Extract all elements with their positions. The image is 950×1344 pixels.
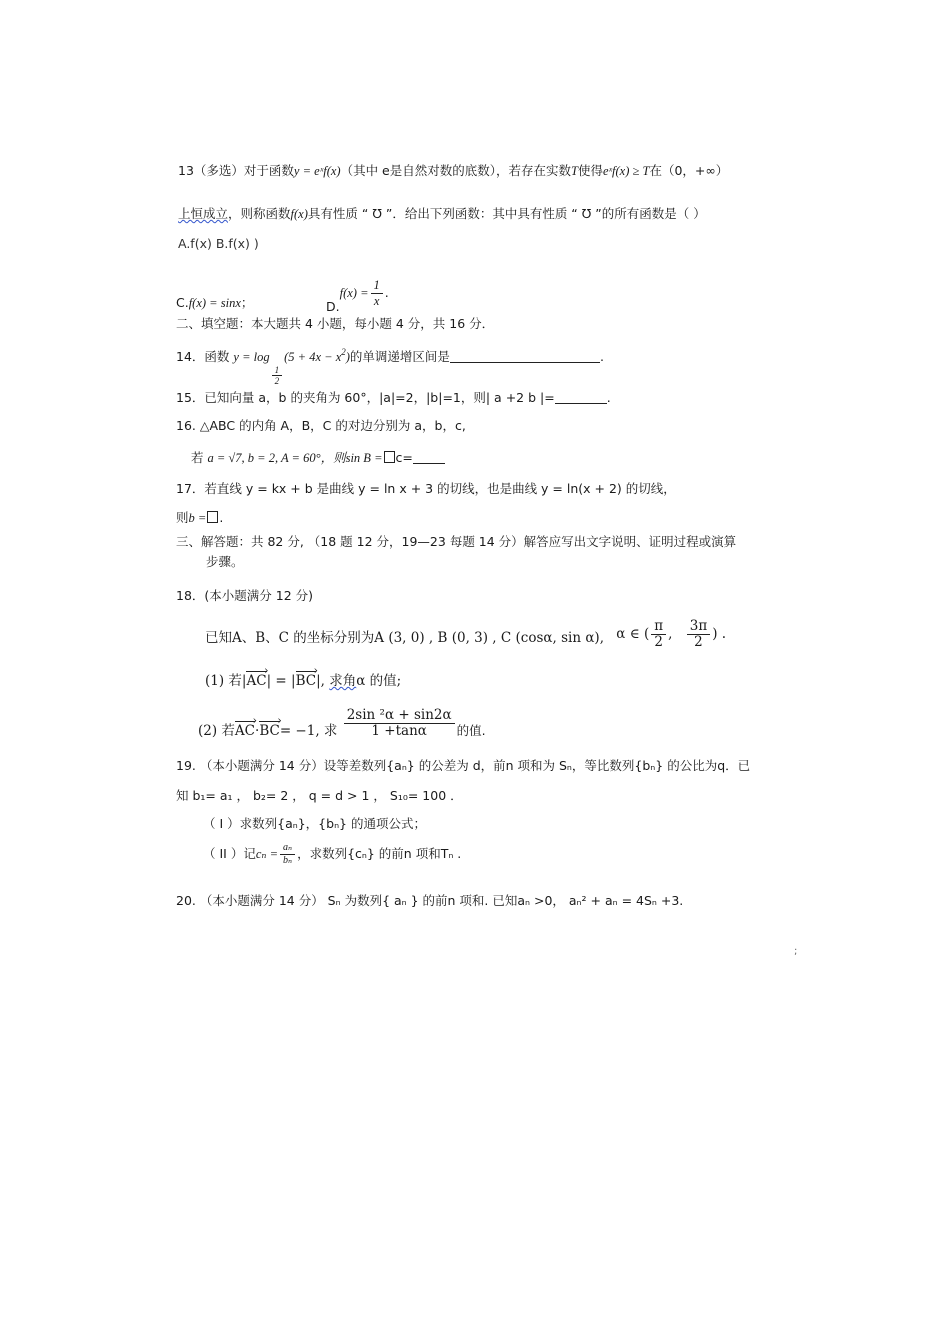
q17-end: . bbox=[219, 510, 224, 525]
q13-ineq: eˣf(x) ≥ T bbox=[602, 164, 650, 178]
q16-expr: a = √7, b = 2, A = 60°，则sin B = bbox=[207, 451, 383, 465]
option-d-fraction bbox=[371, 278, 383, 309]
q14-label: 14．函数 bbox=[176, 349, 230, 364]
q18-p2-fraction bbox=[344, 708, 455, 739]
q13-wavy-text: 上恒成立 bbox=[178, 206, 229, 221]
q19-p2-num: aₙ bbox=[280, 842, 295, 855]
option-c-label: C. bbox=[176, 295, 189, 310]
q14-base-den: 2 bbox=[274, 376, 280, 386]
q18-part1 bbox=[205, 673, 401, 689]
page-mark: ; bbox=[794, 946, 798, 957]
q14-close: ) bbox=[345, 350, 350, 364]
option-d-label: D. bbox=[326, 299, 340, 314]
q13-fx: f(x) bbox=[290, 207, 308, 221]
q17-placeholder-box[interactable] bbox=[207, 511, 218, 523]
q18-f2-num: 3π bbox=[687, 619, 710, 635]
section-2-heading: 二、填空题：本大题共 4 小题，每小题 4 分，共 16 分． bbox=[176, 316, 495, 331]
q18-f1-den: 2 bbox=[654, 634, 663, 650]
q19-p2-prefix: （ II ）记 bbox=[203, 846, 256, 861]
option-d-num: 1 bbox=[371, 278, 383, 294]
q18-alpha: α ∈ ( bbox=[616, 626, 650, 642]
q15-end: . bbox=[606, 390, 611, 405]
q13-T: T bbox=[570, 164, 578, 178]
q16-c: c= bbox=[395, 450, 413, 465]
q18-p2-den: 1 +tanα bbox=[371, 723, 427, 739]
q19-p2-den: bₙ bbox=[283, 855, 293, 866]
q18-f2-den: 2 bbox=[694, 634, 703, 650]
q14-base bbox=[272, 365, 283, 386]
q17-line2 bbox=[176, 510, 223, 526]
q15 bbox=[176, 390, 611, 406]
section-3-heading: 三、解答题：共 82 分, （18 题 12 分，19—23 每题 14 分）解答应写出文字说明、证明过程或演算 bbox=[176, 534, 737, 549]
q14-answer-blank[interactable] bbox=[450, 350, 600, 363]
q18-f1-num: π bbox=[651, 619, 666, 635]
q13-suffix: 在（0，+∞） bbox=[649, 163, 729, 178]
q13-line2 bbox=[178, 206, 706, 222]
q14-log: y = log bbox=[233, 350, 270, 364]
q13-mid2: 使得 bbox=[577, 163, 603, 178]
q17-line1: 17．若直线 y = kx + b 是曲线 y = ln x + 3 的切线，也是曲线 y = ln(x + 2) 的切线， bbox=[176, 481, 676, 496]
option-c-end: ； bbox=[240, 295, 254, 310]
q18-frac-3pi-2 bbox=[687, 619, 710, 650]
q18-p1-prefix: (1) 若| bbox=[205, 673, 247, 689]
q18-p1-suffix: |, bbox=[316, 673, 330, 689]
q13-prefix: 13（多选）对于函数 bbox=[178, 163, 294, 178]
vector-BC-2: BC › bbox=[259, 723, 280, 739]
vector-AC-2: AC › bbox=[235, 723, 255, 739]
q13-mid: （其中 e是自然对数的底数），若存在实数 bbox=[340, 163, 571, 178]
q16-placeholder-box[interactable] bbox=[384, 451, 395, 463]
q14-base-num: 1 bbox=[272, 365, 283, 376]
q14-expr bbox=[233, 347, 350, 386]
option-d-end: . bbox=[384, 285, 389, 300]
q15-text: 15．已知向量 a，b 的夹角为 60°，|a|=2，|b|=1，则| a +2 b |= bbox=[176, 390, 555, 405]
vector-AC: AC › bbox=[246, 673, 266, 689]
q16-prefix: 若 bbox=[191, 450, 204, 465]
q18-comma: , bbox=[668, 626, 673, 642]
q19-p2-c: cₙ = bbox=[255, 847, 279, 861]
q19-p2-suffix: ，求数列{cₙ} 的前n 项和Tₙ . bbox=[297, 846, 462, 861]
option-d-den: x bbox=[373, 294, 380, 308]
q19-line1: 19. （本小题满分 14 分）设等差数列{aₙ} 的公差为 d，前n 项和为 Sₙ，等比数列{bₙ} 的公比为q．已 bbox=[176, 758, 751, 773]
q18-p2-end: 的值. bbox=[456, 723, 486, 738]
q18-p2-prefix: (2) 若 bbox=[198, 723, 235, 739]
q19-part2 bbox=[203, 842, 461, 867]
q20: 20. （本小题满分 14 分） Sₙ 为数列{ aₙ } 的前n 项和. 已知aₙ >0， aₙ² + aₙ = 4Sₙ +3. bbox=[176, 893, 684, 908]
q13-option-d bbox=[326, 278, 389, 315]
q14-arg: (5 + 4x − x bbox=[284, 350, 342, 364]
q18-frac-pi-2 bbox=[651, 619, 666, 650]
q13-option-c bbox=[176, 295, 253, 311]
q18-header: 18．(本小题满分 12 分) bbox=[176, 588, 314, 603]
q13-line2-a: ，则称函数 bbox=[228, 206, 291, 221]
q14 bbox=[176, 344, 604, 386]
q18-p1-end: α 的值; bbox=[356, 673, 402, 689]
q18-p2-dot: · bbox=[255, 723, 260, 739]
q13-line2-b: 具有性质 “ ℧ ”．给出下列函数：其中具有性质 “ ℧ ”的所有函数是（ ） bbox=[307, 206, 706, 221]
q13-cut-off-options bbox=[178, 236, 438, 252]
q19-part1: （ I ）求数列{aₙ}，{bₙ} 的通项公式； bbox=[203, 816, 426, 831]
q18-p1-wavy: 求角 bbox=[329, 673, 357, 689]
q18-p1-mid: | = | bbox=[266, 673, 296, 689]
option-c-expr: f(x) = sinx bbox=[188, 296, 241, 310]
q16-line2 bbox=[191, 450, 445, 466]
q14-end: . bbox=[599, 349, 604, 364]
q13-cut-text: A.f(x) B.f(x) ) bbox=[178, 236, 259, 251]
q18-p2-num: 2sin ²α + sin2α bbox=[344, 708, 455, 724]
option-d-lhs: f(x) = bbox=[339, 286, 369, 300]
q13-func: y = eˣf(x) bbox=[293, 164, 341, 178]
q17-prefix: 则 bbox=[176, 510, 189, 525]
q14-suffix: 的单调递增区间是 bbox=[349, 349, 450, 364]
q16-line1: 16. △ABC 的内角 A，B，C 的对边分别为 a，b，c, bbox=[176, 418, 466, 433]
vector-BC: BC › bbox=[296, 673, 317, 689]
q19-line2: 知 b₁= a₁ ， b₂= 2 ， q = d > 1 ， S₁₀= 100 ． bbox=[176, 788, 463, 803]
q18-given bbox=[205, 619, 726, 650]
q17-expr: b = bbox=[188, 511, 207, 525]
q18-p2-mid: = −1, 求 bbox=[279, 723, 338, 739]
q18-coords: 已知A、B、C 的坐标分别为A (3, 0) , B (0, 3) , C (cosα, sin α), bbox=[205, 630, 604, 646]
q13-line1 bbox=[178, 163, 728, 179]
q14-pow: 2 bbox=[341, 347, 346, 357]
q18-part2 bbox=[198, 708, 486, 739]
section-3-heading-cont: 步骤。 bbox=[206, 554, 244, 569]
q19-p2-fraction bbox=[280, 842, 295, 867]
q15-answer-blank[interactable] bbox=[555, 391, 607, 404]
q16-answer-blank[interactable] bbox=[413, 451, 445, 464]
q18-alpha-end: ) . bbox=[712, 626, 727, 642]
